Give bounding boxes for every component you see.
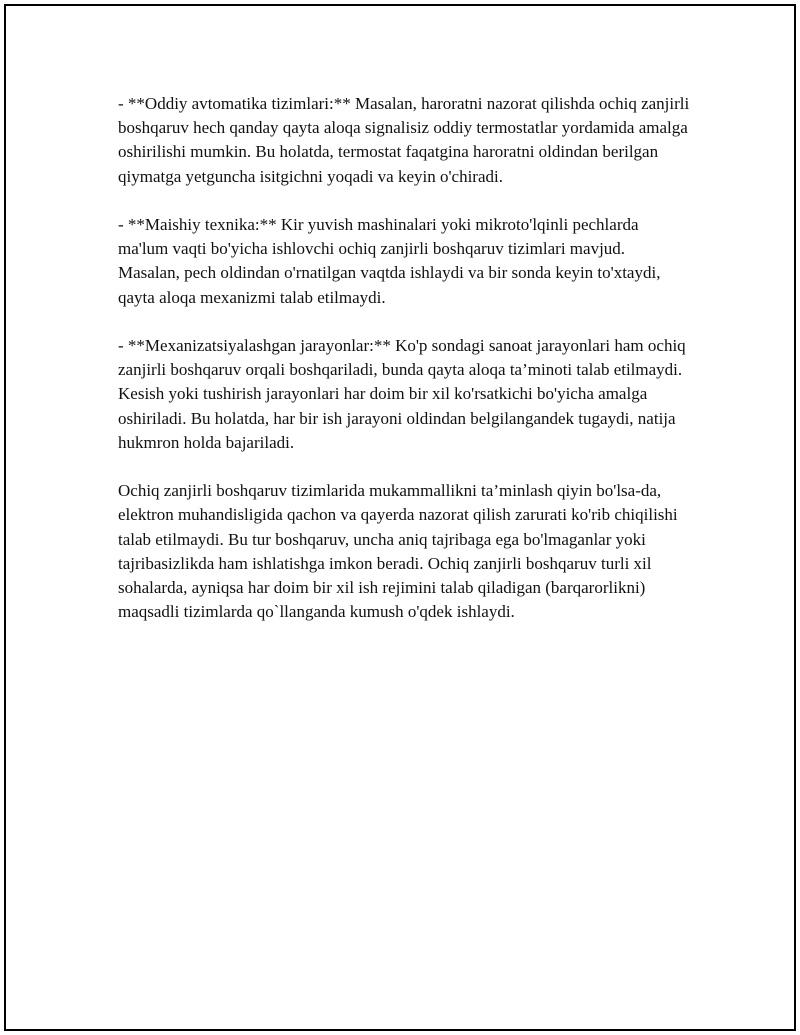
paragraph-simple-automation: - **Oddiy avtomatika tizimlari:** Masalan, haroratni nazorat qilishda ochiq zanjirli boshqaruv hech qanday qayta aloqa signalisiz oddiy termostatlar yordamida amalga oshirilishi mumkin. Bu holatda, termostat faqatgina haroratni oldindan berilgan qiymatga yetguncha isitgichni yoqadi va keyin o'chiradi.: [118, 94, 690, 186]
paragraph-mechanized-processes: - **Mexanizatsiyalashgan jarayonlar:** Ko'p sondagi sanoat jarayonlari ham ochiq zanjirli boshqaruv orqali boshqariladi, bunda qayta aloqa ta’minoti talab etilmaydi. Kesish yoki tushirish jarayonlari har doim bir xil ko'rsatkichi bo'yicha amalga oshiriladi. Bu holatda, har bir ish jarayoni oldindan belgilangandek tugaydi, natija hukmron holda bajariladi.: [118, 336, 686, 452]
document-body: [118, 92, 690, 649]
paragraph-conclusion: Ochiq zanjirli boshqaruv tizimlarida mukammallikni ta’minlash qiyin bo'lsa-da, elektron muhandisligida qachon va qayerda nazorat qilish zarurati ko'rib chiqilishi talab etilmaydi. Bu tur boshqaruv, uncha aniq tajribaga ega bo'lmaganlar yoki tajribasizlikda ham ishlatishga imkon beradi. Ochiq zanjirli boshqaruv turli xil sohalarda, ayniqsa har doim bir xil ish rejimini talab qiladigan (barqarorlikni) maqsadli tizimlarda qo`llanganda kumush o'qdek ishlaydi.: [118, 481, 678, 622]
paragraph-household-appliances: - **Maishiy texnika:** Kir yuvish mashinalari yoki mikroto'lqinli pechlarda ma'lum vaqti bo'yicha ishlovchi ochiq zanjirli boshqaruv tizimlari mavjud. Masalan, pech oldindan o'rnatilgan vaqtda ishlaydi va bir sonda keyin to'xtaydi, qayta aloqa mexanizmi talab etilmaydi.: [118, 215, 661, 307]
